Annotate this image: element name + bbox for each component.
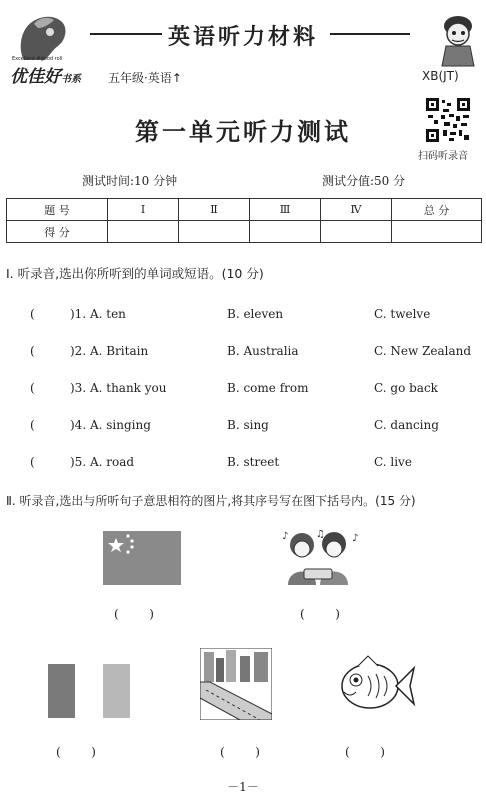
question-option-b: B. sing: [227, 418, 269, 432]
table-row-label: 得 分: [7, 221, 108, 243]
score-cell[interactable]: [392, 221, 482, 243]
question-option-a: )5. A. road: [70, 455, 135, 469]
svg-text:♪: ♪: [352, 533, 359, 544]
table-row: [7, 221, 482, 243]
answer-paren[interactable]: (: [30, 307, 35, 321]
cartoon-mascot-image: [436, 10, 482, 68]
answer-paren[interactable]: (: [30, 381, 35, 395]
question-option-c: C. go back: [374, 381, 438, 395]
table-header-cell: Ⅰ: [108, 199, 179, 221]
table-row: [7, 199, 482, 221]
qr-label: 扫码听录音: [418, 151, 468, 162]
answer-blank[interactable]: ( ): [345, 745, 385, 759]
table-header-cell: Ⅳ: [321, 199, 392, 221]
answer-paren[interactable]: (: [30, 418, 35, 432]
score-cell[interactable]: [108, 221, 179, 243]
score-table: [6, 198, 482, 243]
score-cell[interactable]: [179, 221, 250, 243]
test-time: 测试时间:10 分钟: [82, 174, 178, 188]
unit-title: 第一单元听力测试: [135, 117, 351, 146]
svg-text:♪: ♪: [282, 531, 289, 542]
question-option-c: C. twelve: [374, 307, 431, 321]
answer-blank[interactable]: ( ): [220, 745, 260, 759]
answer-blank[interactable]: ( ): [56, 745, 96, 759]
brand-tagline: Excellent #good roll: [12, 56, 63, 62]
table-header-cell: 总 分: [392, 199, 482, 221]
header-title: 英语听力材料: [167, 24, 318, 50]
city-street-image: [200, 648, 272, 724]
brand-name: 优佳好书系: [10, 67, 81, 87]
question-option-b: B. eleven: [227, 307, 284, 321]
singing-people-image: [276, 527, 366, 593]
score-cell[interactable]: [321, 221, 392, 243]
answer-paren[interactable]: (: [30, 455, 35, 469]
question-option-b: B. Australia: [227, 344, 299, 358]
question-option-a: )3. A. thank you: [70, 381, 167, 395]
table-header-cell: 题 号: [7, 199, 108, 221]
question-option-a: )2. A. Britain: [70, 344, 149, 358]
tricolor-flag-image: [48, 664, 130, 722]
svg-text:♫: ♫: [316, 529, 325, 540]
china-flag-image: [103, 531, 181, 589]
question-option-c: C. dancing: [374, 418, 439, 432]
edition-code: XB(JT): [422, 69, 459, 83]
fish-image: [338, 652, 416, 722]
table-header-cell: Ⅱ: [179, 199, 250, 221]
grade-label: 五年级·英语↑: [108, 71, 182, 85]
question-option-b: B. street: [227, 455, 280, 469]
answer-blank[interactable]: ( ): [300, 607, 340, 621]
question-option-c: C. New Zealand: [374, 344, 472, 358]
table-header-cell: Ⅲ: [250, 199, 321, 221]
question-option-c: C. live: [374, 455, 412, 469]
question-option-a: )1. A. ten: [70, 307, 126, 321]
answer-blank[interactable]: ( ): [114, 607, 154, 621]
section-1-heading: Ⅰ. 听录音,选出你所听到的单词或短语。(10 分): [6, 266, 264, 281]
qr-code-image[interactable]: [425, 97, 471, 143]
page-number: －1－: [227, 780, 259, 794]
answer-paren[interactable]: (: [30, 344, 35, 358]
section-2-heading: Ⅱ. 听录音,选出与所听句子意思相符的图片,将其序号写在图下括号内。(15 分): [6, 494, 416, 508]
test-score: 测试分值:50 分: [322, 174, 406, 188]
score-cell[interactable]: [250, 221, 321, 243]
question-option-a: )4. A. singing: [70, 418, 151, 432]
question-option-b: B. come from: [227, 381, 309, 395]
